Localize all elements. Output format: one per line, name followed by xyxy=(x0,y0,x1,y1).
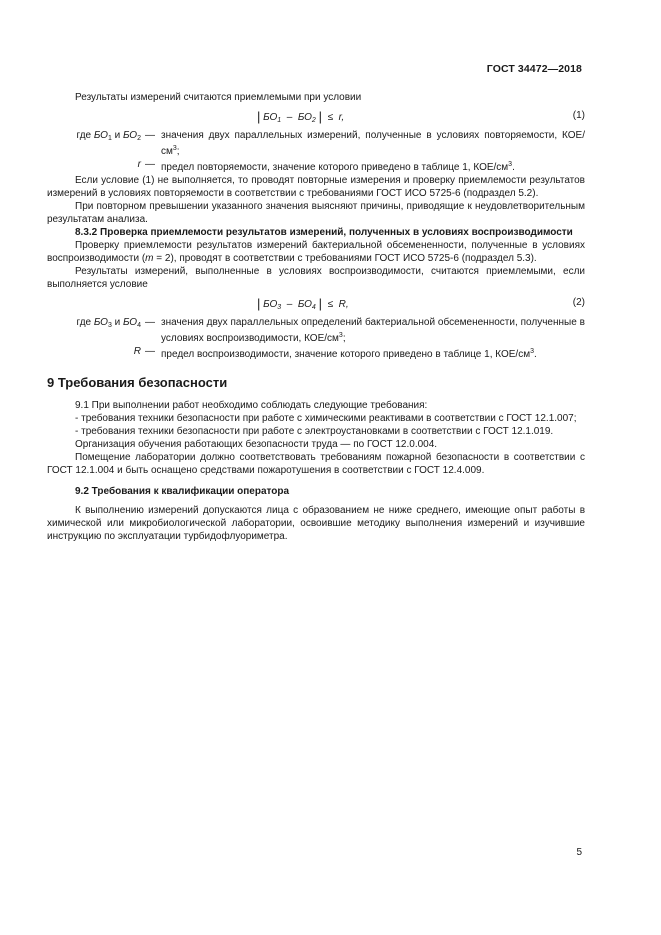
formula-1 xyxy=(47,108,585,125)
abs-bar: | xyxy=(318,296,322,311)
paragraph: 9.1 При выполнении работ необходимо соблюдать следующие требования: xyxy=(75,400,428,411)
page-content xyxy=(47,91,585,543)
var-bo: БО xyxy=(263,299,278,310)
paragraph: Если условие (1) не выполняется, то проводят повторные измерения и проверку приемлемости результатов измерений в условиях повторяемости в соответствии с требованиями ГОСТ ИСО 5725-6 (подраздел 5.2). xyxy=(47,175,585,199)
document-header: ГОСТ 34472—2018 xyxy=(486,63,582,75)
abs-bar: | xyxy=(318,109,322,124)
abs-bar: | xyxy=(257,296,261,311)
formula-1-number: (1) xyxy=(572,110,585,121)
definition-row: r — предел повторяемости, значение которого приведено в таблице 1, КОЕ/$см^3$. xyxy=(137,159,515,173)
formula-2-expression: | $БО_3 - БО_4$ | ≤ R, xyxy=(257,296,349,311)
page-number: 5 xyxy=(576,847,582,858)
subsection-heading-8-3-2: 8.3.2 Проверка приемлемости результатов измерений, полученных в условиях воспроизводимости xyxy=(75,227,573,238)
condition-intro: Результаты измерений считаются приемлемыми при условии xyxy=(75,92,362,103)
definitions-2 xyxy=(47,316,585,361)
definition-row: R — предел воспроизводимости, значение которого приведено в таблице 1, КОЕ/$см^3$. xyxy=(133,346,537,360)
paragraph: При повторном превышении указанного значения выясняют причины, приводящие к неудовлетворительным результатам анализа. xyxy=(47,201,585,225)
var-bo: БО xyxy=(297,299,312,310)
var-bo: БО xyxy=(297,112,312,123)
definition-row: где $БО_3$ и $БО_4$ — значения двух параллельных определений бактериальной обсемененности, полученные в условиях воспроизводимости, КОЕ/$см^3$; xyxy=(76,317,585,344)
formula-2 xyxy=(47,295,585,312)
list-item: - требования техники безопасности при работе с электроустановками в соответствии с ГОСТ 12.1.019. xyxy=(75,426,554,437)
var-bo: БО xyxy=(263,112,278,123)
abs-bar: | xyxy=(257,109,261,124)
definition-row: где $БО_1$ и $БО_2$ — значения двух параллельных измерений, полученные в условиях повторяемости, КОЕ/$см^3$; xyxy=(76,130,585,157)
paragraph: Помещение лаборатории должно соответствовать требованиям пожарной безопасности в соответствии с ГОСТ 12.1.004 и быть оснащено средствами пожаротушения в соответствии с ГОСТ 12.4.009. xyxy=(47,452,585,476)
paragraph: Проверку приемлемости результатов измерений бактериальной обсемененности, полученные в условиях воспроизводимости (m = 2), проводят в соответствии с требованиями ГОСТ ИСО 5725-6 (подраздел 5.3). xyxy=(47,240,585,264)
paragraph: Организация обучения работающих безопасности труда — по ГОСТ 12.0.004. xyxy=(75,439,438,450)
formula-1-expression: | $БО_1 - БО_2$ | ≤ r, xyxy=(257,109,345,124)
section-heading-9: 9 Требования безопасности xyxy=(47,375,228,390)
definitions-1 xyxy=(47,129,585,174)
list-item: - требования техники безопасности при работе с химическими реактивами в соответствии с ГОСТ 12.1.007; xyxy=(75,413,577,424)
subsection-heading-9-2: 9.2 Требования к квалификации оператора xyxy=(75,486,290,497)
formula-2-number: (2) xyxy=(572,297,585,308)
paragraph: К выполнению измерений допускаются лица с образованием не ниже среднего, имеющие опыт работы в химической или микробиологической лаборатории, освоившие методику выполнения измерений и изучившие инструкцию по эксплуатации турбидофлуориметра. xyxy=(47,505,585,542)
paragraph: Результаты измерений, выполненные в условиях воспроизводимости, считаются приемлемыми, если выполняется условие xyxy=(47,266,585,290)
